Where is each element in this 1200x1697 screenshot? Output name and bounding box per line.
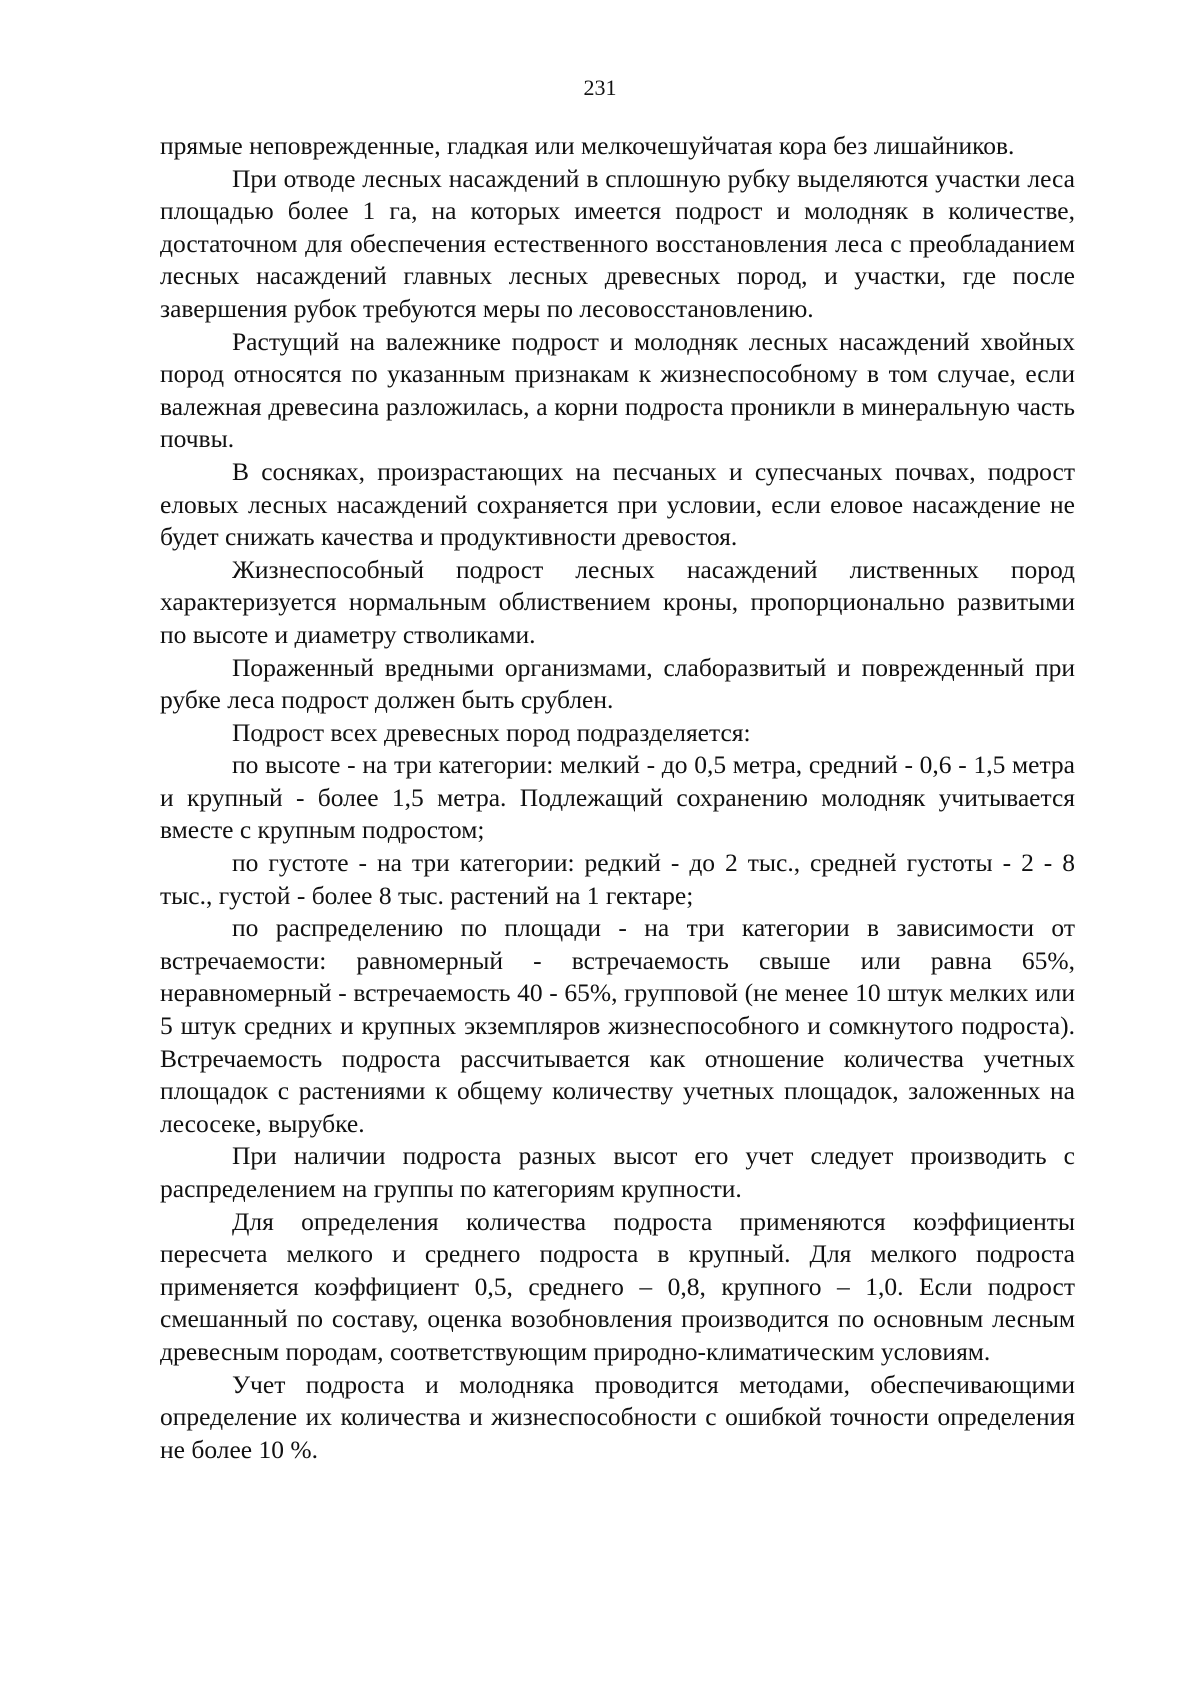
paragraph: по густоте - на три категории: редкий - до 2 тыс., средней густоты - 2 - 8 тыс., густой - более 8 тыс. растений на 1 гектаре; [160, 848, 1075, 910]
paragraph: по распределению по площади - на три категории в зависимости от встречаемости: равномерный - встречаемость свыше или равна 65%, неравномерный - встречаемость 40 - 65%, групповой (не менее 10 штук мелких или 5 штук средних и крупных экземпляров жизнеспособного и сомкнутого подроста). Встречаемость подроста рассчитывается как отношение количества учетных площадок с растениями к общему количеству учетных площадок, заложенных на лесосеке, вырубке. [160, 913, 1075, 1138]
page-number: 231 [583, 75, 617, 100]
paragraph: по высоте - на три категории: мелкий - до 0,5 метра, средний - 0,6 - 1,5 метра и крупный - более 1,5 метра. Подлежащий сохранению молодняк учитывается вместе с крупным подростом; [160, 750, 1075, 845]
paragraph: В сосняках, произрастающих на песчаных и супесчаных почвах, подрост еловых лесных насаждений сохраняется при условии, если еловое насаждение не будет снижать качества и продуктивности древостоя. [160, 456, 1075, 552]
paragraph: Пораженный вредными организмами, слаборазвитый и поврежденный при рубке леса подрост должен быть срублен. [160, 652, 1075, 715]
paragraph: Растущий на валежнике подрост и молодняк лесных насаждений хвойных пород относятся по указанным признакам к жизнеспособному в том случае, если валежная древесина разложилась, а корни подроста проникли в минеральную часть почвы. [160, 326, 1075, 454]
paragraph: Для определения количества подроста применяются коэффициенты пересчета мелкого и среднего подроста в крупный. Для мелкого подроста применяется коэффициент 0,5, среднего – 0,8, крупного – 1,0. Если подрост смешанный по составу, оценка возобновления производится по основным лесным древесным породам, соответствующим природно-климатическим условиям. [160, 1206, 1075, 1366]
paragraph: Учет подроста и молодняка проводится методами, обеспечивающими определение их количества и жизнеспособности с ошибкой точности определения не более 10 %. [160, 1369, 1075, 1464]
document-body [160, 130, 1075, 1466]
paragraph: прямые неповрежденные, гладкая или мелкочешуйчатая кора без лишайников. [160, 131, 1015, 160]
paragraph: Подрост всех древесных пород подразделяется: [232, 717, 751, 747]
paragraph: При отводе лесных насаждений в сплошную рубку выделяются участки леса площадью более 1 га, на которых имеется подрост и молодняк в количестве, достаточном для обеспечения естественного восстановления леса с преобладанием лесных насаждений главных лесных древесных пород, и участки, где после завершения рубок требуются меры по лесовосстановлению. [160, 163, 1075, 323]
paragraph: Жизнеспособный подрост лесных насаждений лиственных пород характеризуется нормальным облиствением кроны, пропорционально развитыми по высоте и диаметру стволиками. [160, 554, 1075, 649]
paragraph: При наличии подроста разных высот его учет следует производить с распределением на группы по категориям крупности. [160, 1141, 1075, 1203]
